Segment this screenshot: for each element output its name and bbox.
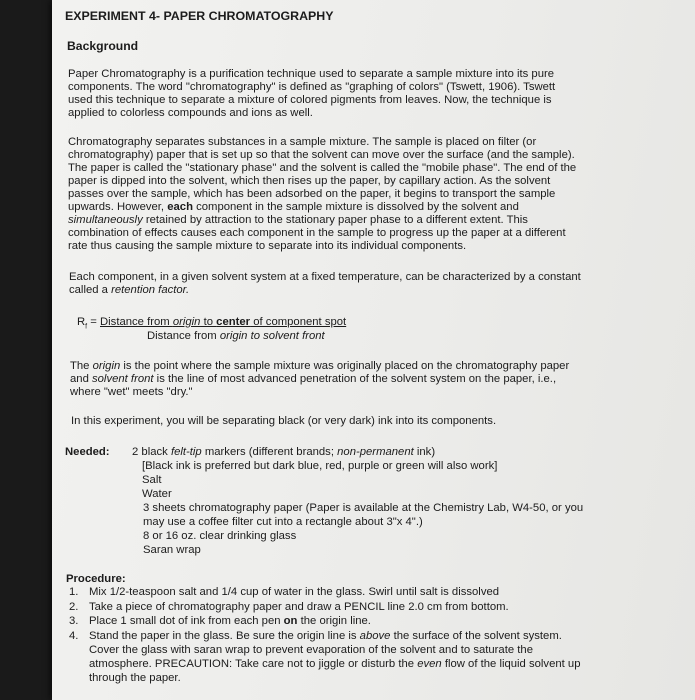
text-line: The paper is called the "stationary phase" and the solvent is called the "mobile phase". The end of the: [68, 162, 577, 174]
step-number: 1.: [69, 586, 79, 598]
background-heading: Background: [67, 39, 139, 53]
page-title: EXPERIMENT 4- PAPER CHROMATOGRAPHY: [65, 9, 334, 23]
procedure-step: Mix 1/2-teaspoon salt and 1/4 cup of water in the glass. Swirl until salt is dissolved: [89, 586, 500, 598]
text-line: and solvent front is the line of most advanced penetration of the solvent system on the paper, i.e.,: [70, 373, 557, 385]
needed-item: 8 or 16 oz. clear drinking glass: [143, 530, 297, 542]
document-page: [52, 0, 695, 700]
text-line: components. The word "chromatography" is defined as "graphing of colors" (Tswett, 1906). Tswett: [68, 81, 556, 93]
procedure-step-line: Cover the glass with saran wrap to prevent evaporation of the solvent and to saturate the: [89, 644, 533, 656]
formula-numerator: $R_f$ = Distance from origin to center of component spot: [77, 316, 347, 331]
procedure-step-line: through the paper.: [89, 672, 181, 684]
text-line: rate thus causing the sample mixture to separate into its individual components.: [68, 240, 467, 252]
step-number: 2.: [69, 601, 79, 613]
step-number: 3.: [69, 615, 79, 627]
text-line: simultaneously retained by attraction to the stationary paper phase to a different extent. This: [68, 214, 528, 226]
text-line: called a retention factor.: [69, 284, 190, 296]
text-line: passes over the sample, which has been adsorbed on the paper, it begins to transport the sample: [68, 188, 556, 200]
text-line: combination of effects causes each component in the sample to progress up the paper at a different: [68, 227, 566, 239]
needed-item: Saran wrap: [143, 544, 201, 556]
text-line: upwards. However, each component in the sample mixture is dissolved by the solvent and: [68, 201, 519, 213]
needed-item: may use a coffee filter cut into a rectangle about 3"x 4".): [143, 516, 423, 528]
experiment-intro: In this experiment, you will be separating black (or very dark) ink into its components.: [71, 415, 497, 427]
needed-item: Water: [142, 488, 172, 500]
formula-denominator: Distance from origin to solvent front: [147, 330, 325, 342]
text-line: where "wet" meets "dry.": [70, 386, 193, 398]
text-line: Chromatography separates substances in a sample mixture. The sample is placed on filter (or: [68, 136, 537, 148]
procedure-step: Stand the paper in the glass. Be sure the origin line is above the surface of the solvent system.: [89, 630, 562, 642]
text-line: Each component, in a given solvent system at a fixed temperature, can be characterized by a constant: [69, 271, 581, 283]
needed-item: 2 black felt-tip markers (different brands; non-permanent ink): [132, 446, 436, 458]
needed-item: Salt: [142, 474, 162, 486]
step-number: 4.: [69, 630, 79, 642]
needed-item: [Black ink is preferred but dark blue, red, purple or green will also work]: [142, 460, 498, 472]
text-line: used this technique to separate a mixture of colored pigments from leaves. Now, the technique is: [68, 94, 552, 106]
text-line: The origin is the point where the sample mixture was originally placed on the chromatography paper: [70, 360, 570, 372]
text-line: chromatography) paper that is set up so that the solvent can move over the surface (and the sample).: [68, 149, 575, 161]
procedure-step: Take a piece of chromatography paper and draw a PENCIL line 2.0 cm from bottom.: [89, 601, 509, 613]
procedure-step-line: atmosphere. PRECAUTION: Take care not to jiggle or disturb the even flow of the liquid solvent up: [89, 658, 581, 670]
text-line: Paper Chromatography is a purification technique used to separate a sample mixture into its pure: [68, 68, 555, 80]
procedure-label: Procedure:: [66, 573, 126, 585]
needed-item: 3 sheets chromatography paper (Paper is available at the Chemistry Lab, W4-50, or you: [143, 502, 584, 514]
procedure-step: Place 1 small dot of ink from each pen on the origin line.: [89, 615, 371, 627]
text-line: paper is dipped into the solvent, which then rises up the paper, by capillary action. As the solvent: [68, 175, 551, 187]
text-line: applied to colorless compounds and ions as well.: [68, 107, 313, 119]
needed-label: Needed:: [65, 446, 110, 458]
